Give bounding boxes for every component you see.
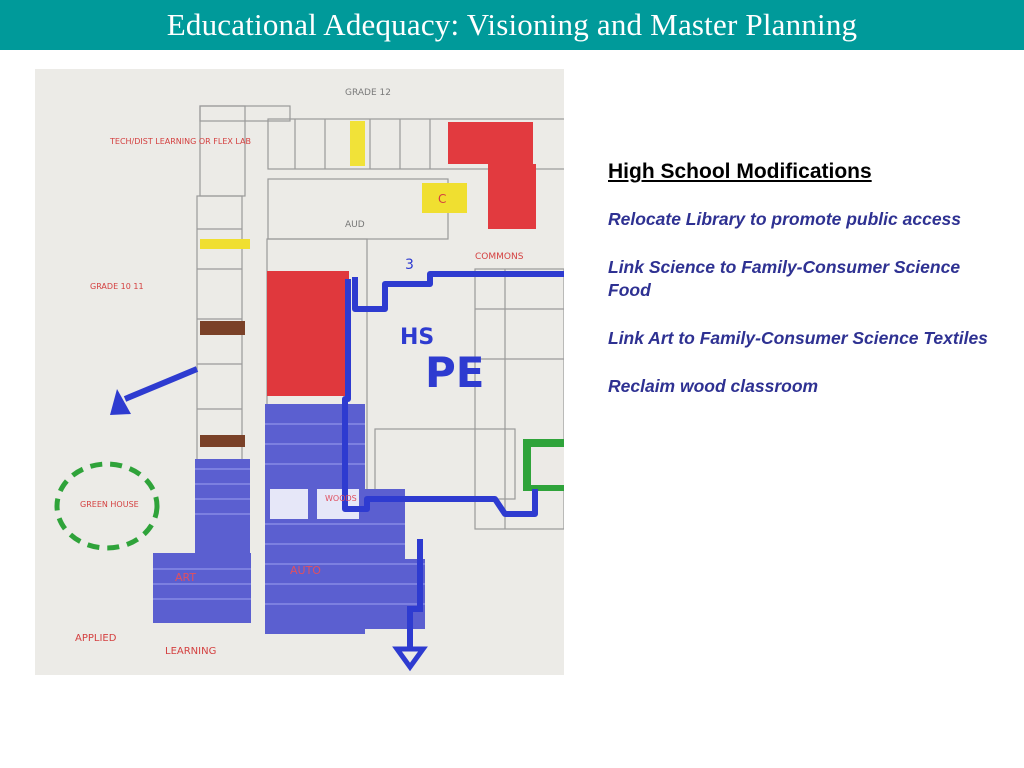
list-item: Reclaim wood classroom — [608, 376, 819, 396]
list-item: Link Science to Family-Consumer Science Food — [608, 257, 961, 300]
label-applied: APPLIED — [75, 633, 117, 644]
title-bar — [0, 0, 1024, 50]
label-auto: AUTO — [290, 564, 321, 577]
label-woods: WOODS — [325, 494, 357, 503]
label-learning: LEARNING — [165, 646, 217, 657]
label-grade-12: GRADE 12 — [345, 88, 391, 98]
modifications-list — [608, 208, 988, 398]
label-green-house: GREEN HOUSE — [80, 500, 139, 509]
label-commons: COMMONS — [475, 252, 524, 262]
floor-plan-drawing — [35, 69, 564, 675]
list-item: Relocate Library to promote public access — [608, 209, 962, 229]
text-panel — [608, 160, 988, 423]
list-item: Link Art to Family-Consumer Science Textiles — [608, 328, 988, 348]
section-heading: High School Modifications — [608, 160, 872, 183]
label-grade-10-11: GRADE 10 11 — [90, 282, 144, 291]
label-art: ART — [175, 571, 197, 584]
label-c: C — [438, 192, 447, 206]
label-pe: PE — [425, 348, 485, 397]
label-three: 3 — [405, 257, 414, 273]
label-hs: HS — [400, 325, 435, 350]
slide-title: Educational Adequacy: Visioning and Master Planning — [166, 7, 858, 42]
floor-plan-photo — [35, 69, 564, 675]
label-tech: TECH/DIST LEARNING OR FLEX LAB — [110, 137, 252, 146]
label-aud: AUD — [345, 220, 365, 230]
